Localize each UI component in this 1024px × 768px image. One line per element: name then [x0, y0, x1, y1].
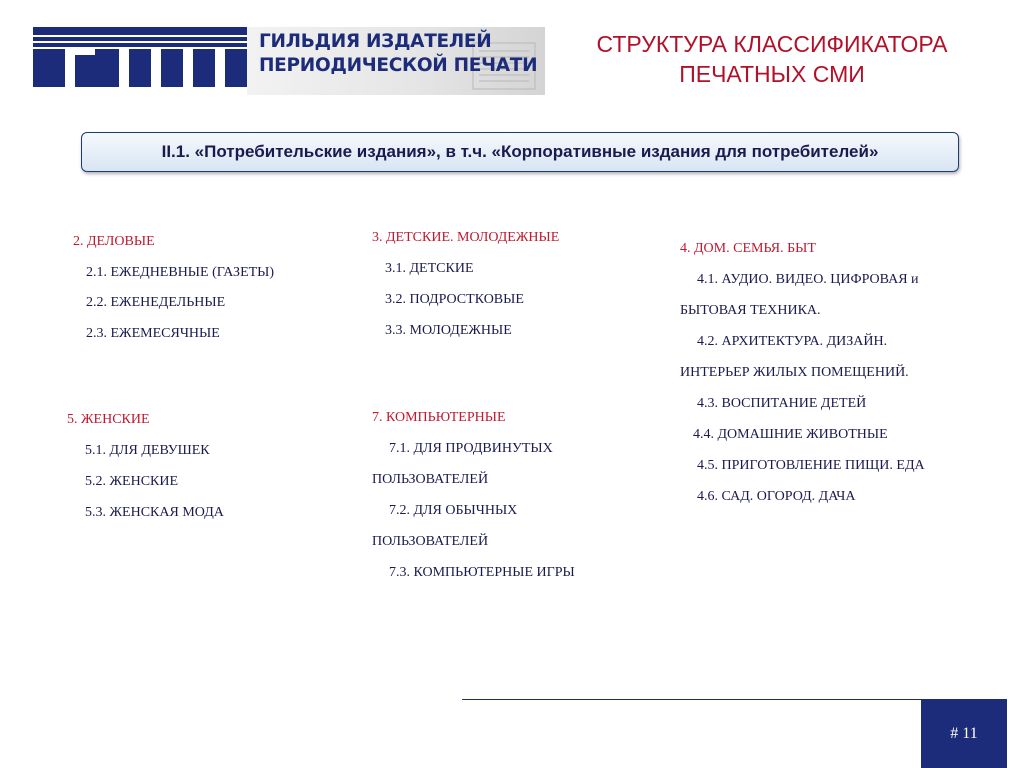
gipp-logo: [33, 27, 538, 95]
page-number: # 11: [950, 724, 978, 742]
category-children-youth: [372, 222, 559, 346]
category-item: 2.2. ЕЖЕНЕДЕЛЬНЫЕ: [86, 295, 226, 310]
category-item: 7.2. ДЛЯ ОБЫЧНЫХ: [389, 503, 518, 518]
category-item-continuation: ИНТЕРЬЕР ЖИЛЫХ ПОМЕЩЕНИЙ.: [680, 365, 909, 380]
category-item: 5.3. ЖЕНСКАЯ МОДА: [85, 505, 224, 520]
category-item: 7.3. КОМПЬЮТЕРНЫЕ ИГРЫ: [389, 565, 575, 580]
category-item: 4.4. ДОМАШНИЕ ЖИВОТНЫЕ: [693, 427, 888, 442]
category-heading: 3. ДЕТСКИЕ. МОЛОДЕЖНЫЕ: [372, 230, 560, 245]
category-heading: 4. ДОМ. СЕМЬЯ. БЫТ: [680, 241, 816, 256]
category-item: 4.6. САД. ОГОРОД. ДАЧА: [697, 489, 856, 504]
category-item: 4.1. АУДИО. ВИДЕО. ЦИФРОВАЯ и: [697, 272, 919, 287]
category-item: 3.2. ПОДРОСТКОВЫЕ: [385, 292, 524, 307]
category-item: 3.3. МОЛОДЕЖНЫЕ: [385, 323, 512, 338]
category-item: 5.1. ДЛЯ ДЕВУШЕК: [85, 443, 210, 458]
category-item-continuation: БЫТОВАЯ ТЕХНИКА.: [680, 303, 821, 318]
section-banner: II.1. «Потребительские издания», в т.ч. «Корпоративные издания для потребителей»: [81, 132, 959, 172]
category-item: 2.1. ЕЖЕДНЕВНЫЕ (ГАЗЕТЫ): [86, 264, 275, 280]
category-item: 2.3. ЕЖЕМЕСЯЧНЫЕ: [86, 325, 220, 341]
category-heading: 7. КОМПЬЮТЕРНЫЕ: [372, 410, 506, 425]
category-item: 4.2. АРХИТЕКТУРА. ДИЗАЙН.: [697, 334, 888, 349]
category-item: 7.1. ДЛЯ ПРОДВИНУТЫХ: [389, 441, 553, 456]
category-womens: [67, 404, 224, 528]
category-item-continuation: ПОЛЬЗОВАТЕЛЕЙ: [372, 472, 489, 487]
category-home-family: [680, 233, 925, 512]
page-number-badge: [921, 699, 1007, 768]
category-computer: [372, 402, 575, 588]
category-heading: 2. ДЕЛОВЫЕ: [73, 234, 155, 249]
category-heading: 5. ЖЕНСКИЕ: [67, 412, 150, 427]
category-item: 4.3. ВОСПИТАНИЕ ДЕТЕЙ: [697, 396, 867, 411]
slide-title-line-1: СТРУКТУРА КЛАССИФИКАТОРА: [596, 31, 948, 57]
category-item-continuation: ПОЛЬЗОВАТЕЛЕЙ: [372, 534, 489, 549]
logo-wordmark: [259, 30, 537, 78]
logo-line-1: ГИЛЬДИЯ ИЗДАТЕЛЕЙ: [259, 31, 492, 52]
category-item: 4.5. ПРИГОТОВЛЕНИЕ ПИЩИ. ЕДА: [697, 458, 925, 473]
slide-title: [572, 29, 972, 89]
category-item: 3.1. ДЕТСКИЕ: [385, 261, 474, 276]
gipp-logo-mark-icon: [33, 27, 247, 87]
slide-title-line-2: ПЕЧАТНЫХ СМИ: [679, 61, 865, 87]
footer-divider: [462, 699, 922, 700]
category-item: 5.2. ЖЕНСКИЕ: [85, 474, 179, 489]
logo-line-2: ПЕРИОДИЧЕСКОЙ ПЕЧАТИ: [259, 55, 538, 76]
category-business: [73, 227, 274, 349]
